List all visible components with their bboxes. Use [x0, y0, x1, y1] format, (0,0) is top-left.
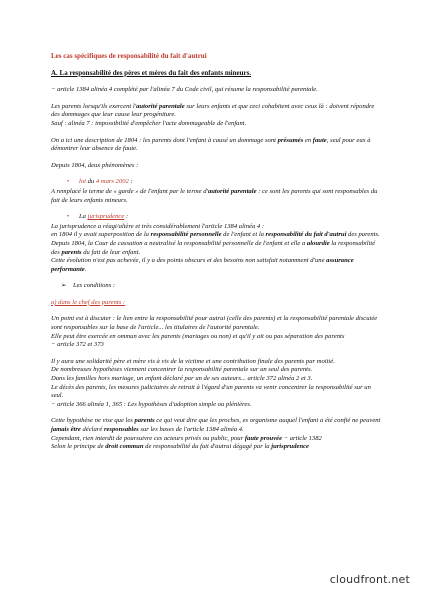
bullet-icon: •	[67, 213, 70, 221]
bold-term: faute	[312, 136, 327, 144]
section-heading-a: A. La responsabilité des pères et mères du fait des enfants mineurs.	[51, 68, 252, 77]
text-run: du	[85, 178, 96, 186]
date-text: 4 mars 2002	[95, 178, 129, 186]
text-run: jurisprudence	[87, 213, 125, 221]
bullet-jurisprudence	[67, 213, 381, 222]
bold-term: autorité parentale	[207, 187, 257, 195]
text-run: : ce sont les parents qui sont responsables du fait de leurs enfants mineurs.	[51, 187, 378, 204]
bold-term: responsabilité personnelle	[150, 231, 222, 239]
text-run: .	[84, 265, 87, 273]
bullet-icon: •	[67, 178, 70, 186]
paragraph-2	[51, 103, 381, 129]
text-run: − article 372 et 373	[51, 341, 104, 349]
paragraph-8	[51, 358, 381, 410]
paragraph-7	[51, 315, 381, 349]
text-run: Il y aura une solidarité père et mère vis à vis de la victime et une contribution finale des parents par moitié.	[51, 357, 335, 365]
bold-term: jamais être	[51, 426, 81, 433]
text-run: A remplacé le terme de « garde » de l'enfant par le terme d'	[51, 187, 208, 195]
text-run: De nombreuses hypothèses viennent concentrer la responsabilité parentale sur un seul des parents.	[51, 366, 313, 374]
document-page	[51, 52, 381, 460]
text-run: Les parents lorsqu'ils exercent l'	[51, 102, 137, 110]
text-run: On a ici une description de 1804 : les parents dont l'enfant à causé un dommage sont	[51, 136, 278, 144]
bold-term: faute prouvée	[244, 434, 283, 442]
paragraph-6	[51, 223, 381, 275]
text-run: Cette hypothèse ne vise que les	[51, 417, 135, 425]
text-run: :	[128, 178, 133, 186]
bold-term: parents	[61, 248, 82, 256]
paragraph-1: − article 1384 alinéa 4 complété par l'alinéa 7 du Code civil, qui résume la responsabilité parentale.	[51, 86, 318, 94]
text-run: La jurisprudence a réagi/altère et très considérablement l'article 1384 alinéa 4 :	[51, 222, 265, 230]
watermark-text: cloudfront.net	[329, 573, 410, 586]
paragraph-4: Depuis 1804, deux phénomènes :	[51, 161, 139, 169]
text-run: en 1804 il y avait superposition de la	[51, 231, 151, 239]
text-run: déclaré	[80, 426, 104, 433]
bold-term: jurisprudence	[271, 443, 309, 451]
text-run: ce qui veut dire que les proches, es organisme auquel l'enfant a été confié ne peuvent	[154, 417, 381, 425]
bold-term: responsables	[103, 426, 139, 433]
subheading-a: a) dans le chef des parents :	[51, 298, 126, 306]
bold-term: présumés	[277, 136, 304, 144]
text-run: Elle peut être exercée en ommun avec les parents (mariages ou non) et qu'il y ait ou pas séparation des parents	[51, 332, 345, 340]
text-run: des parents.	[346, 231, 380, 239]
text-run: Depuis 1804, la Cour de cassation a neutralisé la responsabilité personnelle de l'enfant et elle a	[51, 239, 307, 247]
text-run: Sauf : alinéa 7 : impossibilité d'empêcher l'acte dommageable de l'enfant.	[51, 119, 247, 127]
text-run: Un point est à discuter : le lien entre la responsabilité pour autrui (celle des parents) et la responsabilité parentale discutée sont responsables sur la base de l'article... les titulaires de l'autorité parentale.	[51, 315, 378, 332]
paragraph-5	[51, 188, 381, 205]
text-run: loi	[79, 178, 86, 186]
text-run: en	[303, 136, 313, 144]
bold-term: autorité parentale	[136, 102, 185, 110]
paragraph-3	[51, 137, 381, 154]
bullet-loi	[67, 178, 381, 187]
text-run: sur les bases de l'article 1384 alinéa 4.	[138, 426, 244, 433]
bold-term: responsabilité du fait d'autrui	[265, 231, 347, 239]
text-run: Cependant, rien interdit de poursuivre ces acteurs privés ou public, pour	[51, 434, 245, 442]
bold-term: alourdie	[306, 239, 330, 247]
text-run: Le décès des parents, les mesures judiciaires de retrait à l'égard d'un parents va venir concentrer la responsabilité sur un seul.	[51, 383, 371, 400]
text-run: sur leurs enfants et que ceci cohabitent avec ceux là : doivent répondre des dommages que leur cause leur progéniture.	[51, 102, 375, 119]
text-run: la responsabilité des	[51, 239, 376, 256]
bold-term: parents	[134, 417, 155, 425]
conditions-heading	[61, 282, 381, 291]
text-run: − article 366 alinéa 1, 365 : Les hypothèses d'adoption simple ou plénières.	[51, 400, 252, 408]
text-run: Les conditions :	[73, 282, 116, 290]
text-run: du fait de leur enfant.	[81, 248, 141, 256]
text-run: Dans les familles hors mariage, un enfant déclaré par un de ses auteurs... article 372 alinéa 2 et 3.	[51, 375, 313, 383]
bold-term: droit commun	[105, 443, 144, 451]
bold-term: assurance performante	[51, 257, 354, 273]
document-title: Les cas spécifiques de responsabilité du fait d'autrui	[51, 52, 207, 60]
text-run: :	[124, 213, 129, 221]
arrow-icon: ➢	[61, 282, 67, 290]
text-run: La	[79, 213, 88, 221]
text-run: Cette évolution n'est pas achevée, il y a des points obscurs et des besoins non satisfait notamment d'une	[51, 257, 327, 265]
text-run: − article 1382	[282, 434, 322, 442]
text-run: Selon le principe de	[51, 443, 106, 451]
text-run: de l'enfant et la	[221, 231, 266, 239]
text-run: de responsabilité du fait d'autrui dégagé par la	[143, 443, 272, 451]
text-run: , seul pour eux à démontrer leur absence de faute.	[51, 136, 371, 153]
paragraph-9	[51, 417, 381, 451]
